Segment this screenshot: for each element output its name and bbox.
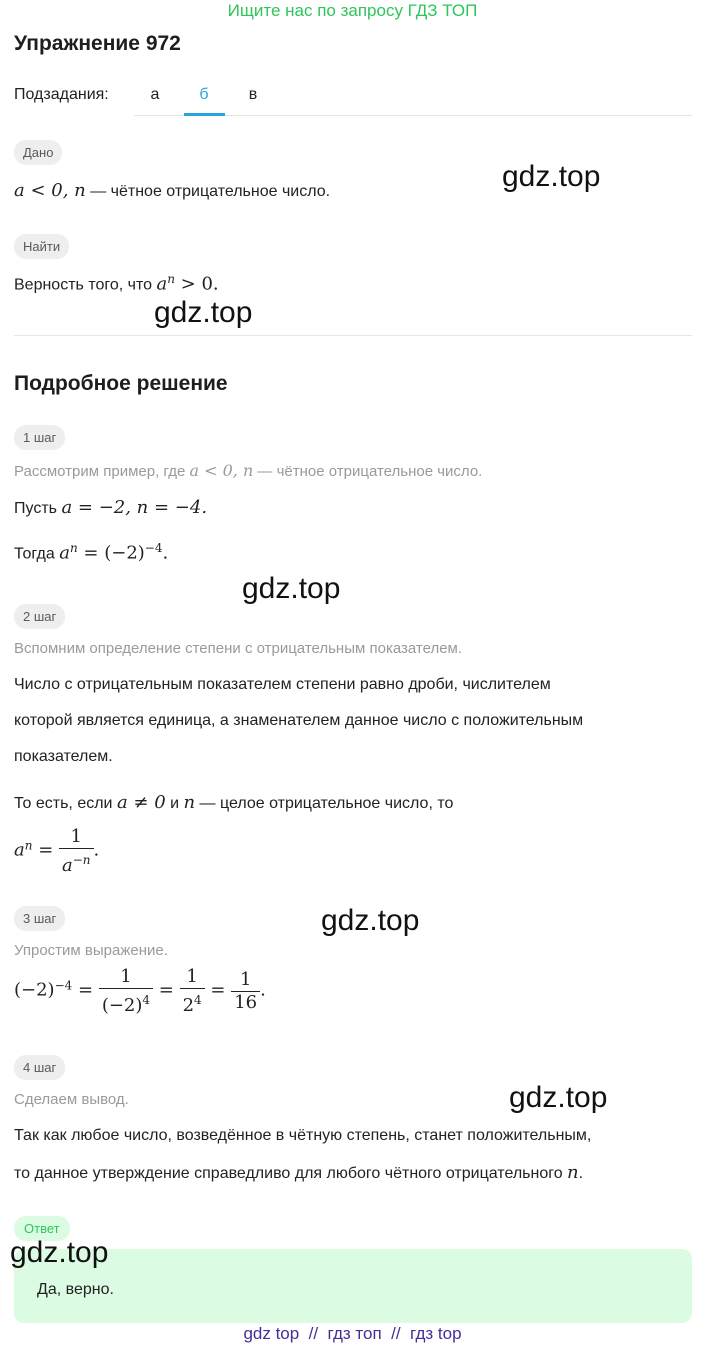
watermark: gdz.top <box>502 160 601 193</box>
step-1-chip: 1 шаг <box>14 425 65 450</box>
tab-b[interactable]: б <box>199 86 209 103</box>
step-4-paragraph-1: Так как любое число, возведённое в чётную степень, станет положительным, <box>14 1127 592 1144</box>
step-4-paragraph-2: то данное утверждение справедливо для любого чётного отрицательного n. <box>14 1162 584 1183</box>
given-text: a < 0, n — чётное отрицательное число. <box>14 180 331 201</box>
answer-chip: Ответ <box>14 1216 70 1241</box>
step-3-formula: $(-2)^{-4}$ = $\frac{1}{(-2)^4}$ = $\frac{1}{2^4}$ = $\frac{1}{16}$ . <box>14 966 266 1016</box>
top-banner: Ищите нас по запросу ГДЗ ТОП <box>227 1 478 20</box>
page-title: Упражнение 972 <box>14 32 181 55</box>
step-2-paragraph-4: То есть, если a ≠ 0 и n — целое отрицательное число, то <box>14 792 454 813</box>
step-2-paragraph-3: показателем. <box>14 748 113 765</box>
step-1-intro: Рассмотрим пример, где a < 0, n — чётное отрицательное число. <box>14 461 483 480</box>
watermark: gdz.top <box>154 296 253 329</box>
solution-title: Подробное решение <box>14 372 228 395</box>
given-chip: Дано <box>14 140 62 165</box>
step-1-line-2: Тогда $a^n = (-2)^{-4}$. <box>14 541 169 564</box>
step-3-chip: 3 шаг <box>14 906 65 931</box>
step-4-intro: Сделаем вывод. <box>14 1091 129 1108</box>
step-1-line-1: Пусть a = −2, n = −4. <box>14 497 208 518</box>
step-2-paragraph-2: которой является единица, а знаменателем данное число с положительным <box>14 712 584 729</box>
watermark: gdz.top <box>242 572 341 605</box>
step-2-chip: 2 шаг <box>14 604 65 629</box>
subtasks-label: Подзадания: <box>14 86 109 103</box>
answer-text: Да, верно. <box>37 1281 114 1298</box>
active-tab-indicator <box>184 113 225 116</box>
step-2-intro: Вспомним определение степени с отрицательным показателем. <box>14 640 463 657</box>
step-4-chip: 4 шаг <box>14 1055 65 1080</box>
section-divider <box>14 335 692 336</box>
watermark: gdz.top <box>321 904 420 937</box>
tab-v[interactable]: в <box>248 86 258 103</box>
watermark: gdz.top <box>509 1081 608 1114</box>
footer-links[interactable]: gdz top // гдз топ // гдз top <box>243 1324 462 1343</box>
find-text: Верность того, что $a^n > 0$. <box>14 272 219 295</box>
step-3-intro: Упростим выражение. <box>14 942 168 959</box>
tab-a[interactable]: а <box>150 86 160 103</box>
watermark: gdz.top <box>10 1236 109 1269</box>
answer-box <box>14 1249 692 1323</box>
find-chip: Найти <box>14 234 69 259</box>
step-2-formula: $a^n$ = $\frac{1}{a^{-n}}$ . <box>14 826 100 876</box>
step-2-paragraph-1: Число с отрицательным показателем степени равно дроби, числителем <box>14 676 551 693</box>
